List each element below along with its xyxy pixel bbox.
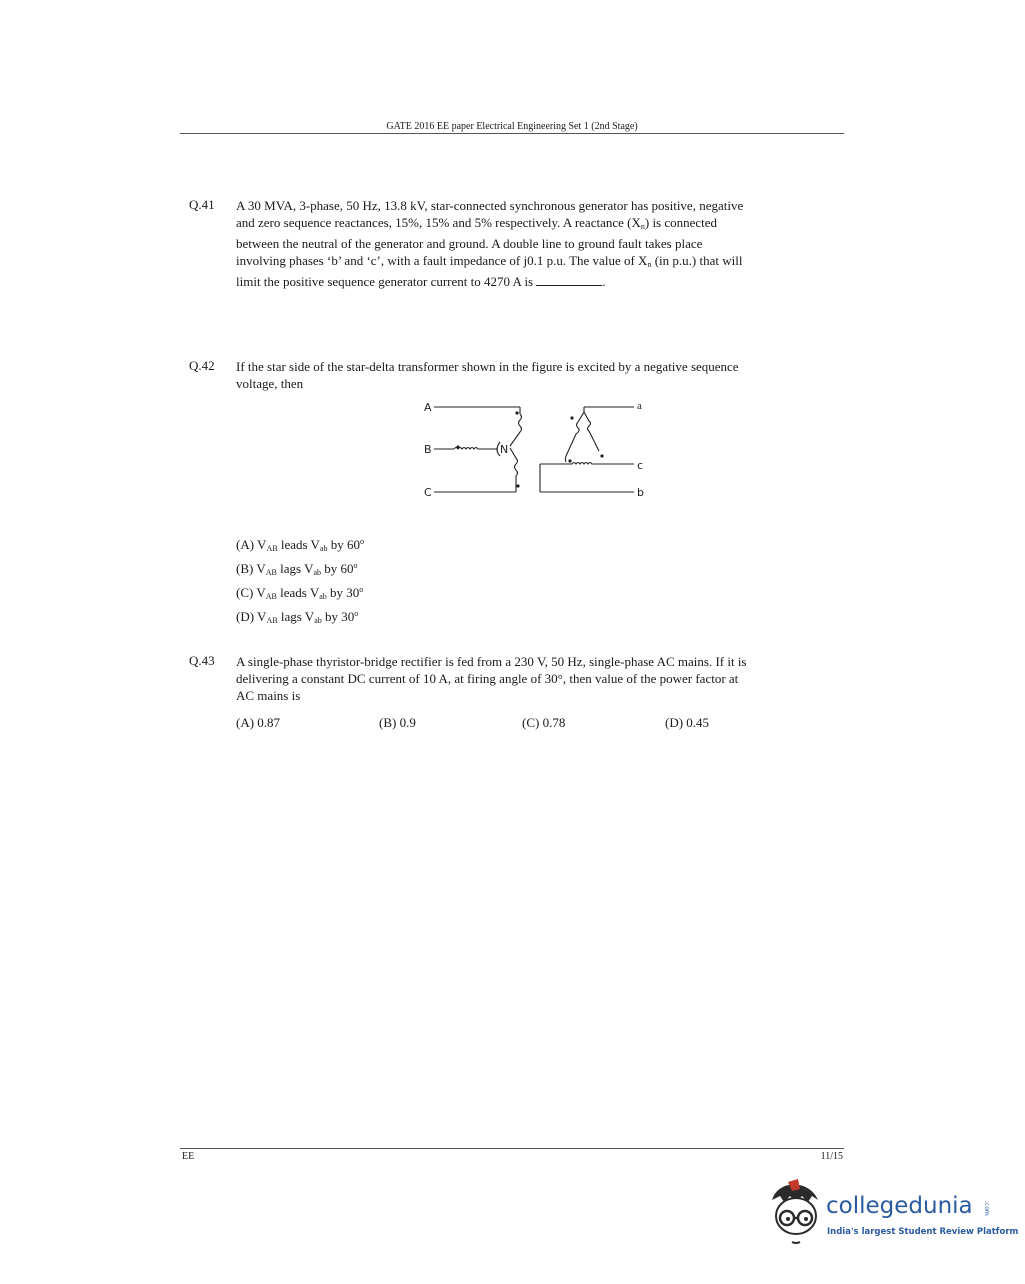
question-42-text xyxy=(236,358,832,392)
q42-option-c: (C) $V_{AB}$ leads $V_{ab}$ by 30$^o$ xyxy=(236,585,364,601)
header-rule xyxy=(180,133,844,134)
q41-line-3: between the neutral of the generator and ground. A double line to ground fault takes place xyxy=(236,236,703,251)
footer-subject-code: EE xyxy=(182,1151,195,1162)
logo-wordmark: collegedunia xyxy=(826,1193,973,1219)
mascot-logo-icon xyxy=(766,1178,828,1248)
question-42-number: Q.42 xyxy=(189,358,215,373)
answer-blank xyxy=(536,275,602,286)
q41-line-1: A 30 MVA, 3-phase, 50 Hz, 13.8 kV, star-connected synchronous generator has positive, negative xyxy=(236,198,744,213)
q42-line-1: If the star side of the star-delta transformer shown in the figure is excited by a negative sequence xyxy=(236,359,739,374)
q41-line-5: limit the positive sequence generator current to 4270 A is . xyxy=(236,274,606,289)
q43-line-3: AC mains is xyxy=(236,688,301,703)
q43-line-2: delivering a constant DC current of 10 A, at firing angle of 30°, then value of the power factor at xyxy=(236,671,739,686)
q43-option-d: (D) 0.45 xyxy=(665,715,710,730)
terminal-label-a: a xyxy=(637,400,642,412)
q43-line-1: A single-phase thyristor-bridge rectifier is fed from a 230 V, 50 Hz, single-phase AC mains. If it is xyxy=(236,654,747,669)
q42-option-a: (A) $V_{AB}$ leads $V_{ab}$ by 60$^o$ xyxy=(236,537,365,553)
question-41-number: Q.41 xyxy=(189,197,215,212)
terminal-label-C: C xyxy=(424,486,432,499)
q43-option-a: (A) 0.87 xyxy=(236,715,281,730)
logo-com-suffix: .com xyxy=(983,1201,990,1216)
question-43-text xyxy=(236,653,832,704)
page-header-title: GATE 2016 EE paper Electrical Engineering Set 1 (2nd Stage) xyxy=(386,121,638,132)
footer-rule xyxy=(180,1148,844,1149)
neutral-label-N: N xyxy=(500,443,509,456)
q43-option-c: (C) 0.78 xyxy=(522,715,566,730)
terminal-label-A: A xyxy=(424,401,432,414)
terminal-label-b: b xyxy=(637,486,644,499)
q42-option-d: (D) $V_{AB}$ lags $V_{ab}$ by 30$^o$ xyxy=(236,609,359,625)
star-delta-transformer-diagram xyxy=(420,396,660,502)
question-41-text xyxy=(236,197,832,290)
q42-option-b: (B) $V_{AB}$ lags $V_{ab}$ by 60$^o$ xyxy=(236,561,358,577)
terminal-label-c: c xyxy=(637,459,644,472)
terminal-label-B: B xyxy=(424,443,432,456)
q41-line-2: and zero sequence reactances, 15%, 15% and 5% respectively. A reactance $(X_n)$ is connected xyxy=(236,215,718,231)
question-43-number: Q.43 xyxy=(189,653,215,668)
q42-line-2: voltage, then xyxy=(236,376,304,391)
q43-option-b: (B) 0.9 xyxy=(379,715,416,730)
q41-line-4: involving phases ‘b’ and ‘c’, with a fault impedance of j0.1 p.u. The value of $X_n$ (in p.u.) that will xyxy=(236,253,743,269)
logo-tagline: India's largest Student Review Platform xyxy=(827,1227,1019,1237)
question-42-options xyxy=(236,533,364,629)
question-43-options xyxy=(236,714,808,731)
footer-page-number: 11/15 xyxy=(820,1151,843,1162)
